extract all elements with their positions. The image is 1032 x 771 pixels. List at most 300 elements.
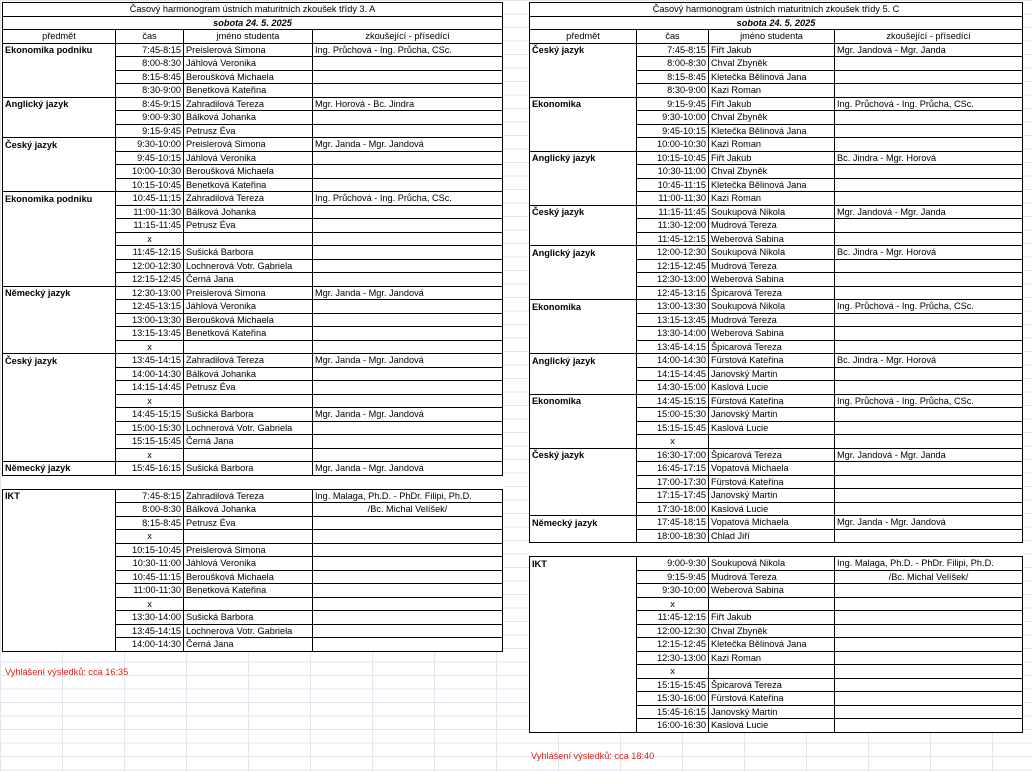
time-cell: 11:45-12:15: [116, 246, 184, 260]
table-row: [3, 138, 503, 152]
table-row: [3, 300, 503, 314]
examiners-cell: [835, 611, 1023, 625]
examiners-cell: [313, 381, 503, 395]
time-cell: 16:30-17:00: [637, 448, 709, 462]
date-row: [530, 16, 1023, 30]
subject-cell: Ekonomika: [530, 394, 637, 408]
header-subject: předmět: [530, 30, 637, 44]
table-row: [530, 516, 1023, 530]
examiners-cell: Ing. Průchová - Ing. Průcha, CSc.: [313, 192, 503, 206]
student-cell: Chval Zbyněk: [709, 111, 835, 125]
student-cell: Sušická Barbora: [184, 611, 313, 625]
subject-cell: [3, 205, 116, 219]
table-row: [3, 638, 503, 652]
student-cell: Kaslová Lucie: [709, 719, 835, 733]
examiners-cell: Mgr. Jandová - Mgr. Janda: [835, 43, 1023, 57]
subject-cell: Ekonomika: [530, 300, 637, 314]
examiners-cell: [835, 475, 1023, 489]
time-cell: 8:00-8:30: [116, 503, 184, 517]
student-cell: Špicarová Tereza: [709, 286, 835, 300]
time-cell: 10:30-11:00: [116, 557, 184, 571]
time-cell: x: [637, 665, 709, 679]
subject-cell: [530, 462, 637, 476]
time-cell: 12:15-12:45: [637, 259, 709, 273]
time-cell: 8:15-8:45: [637, 70, 709, 84]
header-row: [3, 30, 503, 44]
student-cell: Beroušková Michaela: [184, 165, 313, 179]
table-row: [530, 70, 1023, 84]
examiners-cell: Ing. Průchová - Ing. Průcha, CSc.: [835, 300, 1023, 314]
subject-cell: [530, 57, 637, 71]
table-row: [530, 327, 1023, 341]
subject-cell: Anglický jazyk: [530, 151, 637, 165]
subject-cell: [530, 611, 637, 625]
subject-cell: Anglický jazyk: [530, 246, 637, 260]
examiners-cell: [835, 692, 1023, 706]
table-row: [3, 516, 503, 530]
time-cell: 9:00-9:30: [637, 557, 709, 571]
time-cell: 11:30-12:00: [637, 219, 709, 233]
subject-cell: [3, 151, 116, 165]
subject-cell: [530, 259, 637, 273]
subject-cell: [3, 557, 116, 571]
student-cell: Fiřt Jakub: [709, 151, 835, 165]
spacer-cell: [3, 475, 503, 489]
table-row: [3, 584, 503, 598]
time-cell: 12:45-13:15: [116, 300, 184, 314]
subject-cell: [530, 651, 637, 665]
table-row: [530, 421, 1023, 435]
examiners-cell: [313, 70, 503, 84]
table-row: [3, 246, 503, 260]
student-cell: Sušická Barbora: [184, 462, 313, 476]
student-cell: Mudrová Tereza: [709, 259, 835, 273]
table-row: [3, 503, 503, 517]
examiners-cell: [313, 84, 503, 98]
table-row: [3, 205, 503, 219]
student-cell: Janovský Martin: [709, 705, 835, 719]
time-cell: 10:45-11:15: [116, 192, 184, 206]
examiners-cell: [835, 435, 1023, 449]
student-cell: Beroušková Michaela: [184, 70, 313, 84]
examiners-cell: [313, 246, 503, 260]
table-row: [530, 340, 1023, 354]
student-cell: Preislerová Simona: [184, 286, 313, 300]
table-row: [3, 624, 503, 638]
subject-cell: [3, 543, 116, 557]
time-cell: 15:15-15:45: [637, 678, 709, 692]
examiners-cell: [835, 178, 1023, 192]
examiners-cell: [835, 70, 1023, 84]
header-row: [530, 30, 1023, 44]
time-cell: 8:30-9:00: [637, 84, 709, 98]
examiners-cell: Mgr. Janda - Mgr. Jandová: [313, 462, 503, 476]
time-cell: 17:45-18:15: [637, 516, 709, 530]
student-cell: Kletečka Bělinová Jana: [709, 124, 835, 138]
student-cell: Petrusz Éva: [184, 219, 313, 233]
examiners-cell: /Bc. Michal Velíšek/: [835, 570, 1023, 584]
examiners-cell: [835, 219, 1023, 233]
table-row: [3, 381, 503, 395]
student-cell: Kletečka Bělinová Jana: [709, 638, 835, 652]
examiners-cell: [313, 313, 503, 327]
table-row: [530, 205, 1023, 219]
examiners-cell: [835, 286, 1023, 300]
time-cell: 9:45-10:15: [637, 124, 709, 138]
examiners-cell: [835, 192, 1023, 206]
time-cell: 11:45-12:15: [637, 232, 709, 246]
schedule-body: [3, 3, 503, 652]
student-cell: Lochnerová Votr. Gabriela: [184, 259, 313, 273]
examiners-cell: Ing. Malaga, Ph.D. - PhDr. Filipi, Ph.D.: [835, 557, 1023, 571]
student-cell: Fürstová Kateřina: [709, 354, 835, 368]
student-cell: Černá Jana: [184, 435, 313, 449]
subject-cell: [3, 259, 116, 273]
subject-cell: Německý jazyk: [3, 462, 116, 476]
table-row: [3, 408, 503, 422]
table-row: [530, 313, 1023, 327]
time-cell: 15:00-15:30: [116, 421, 184, 435]
subject-cell: Český jazyk: [3, 138, 116, 152]
student-cell: Kazi Roman: [709, 651, 835, 665]
student-cell: Soukupová Nikola: [709, 246, 835, 260]
table-row: [530, 165, 1023, 179]
examiners-cell: [835, 340, 1023, 354]
examiners-cell: [835, 327, 1023, 341]
subject-cell: Ekonomika: [530, 97, 637, 111]
examiners-cell: [313, 624, 503, 638]
time-cell: 8:15-8:45: [116, 70, 184, 84]
examiners-cell: [313, 611, 503, 625]
student-cell: Zahradilová Tereza: [184, 192, 313, 206]
time-cell: x: [116, 597, 184, 611]
student-cell: Chval Zbyněk: [709, 624, 835, 638]
subject-cell: [530, 286, 637, 300]
time-cell: 11:00-11:30: [116, 584, 184, 598]
table-row: [3, 286, 503, 300]
subject-cell: [530, 313, 637, 327]
subject-cell: [3, 624, 116, 638]
student-cell: Chval Zbyněk: [709, 165, 835, 179]
time-cell: 8:00-8:30: [637, 57, 709, 71]
time-cell: 9:00-9:30: [116, 111, 184, 125]
student-cell: Janovský Martin: [709, 489, 835, 503]
subject-cell: [3, 57, 116, 71]
student-cell: Zahradilová Tereza: [184, 354, 313, 368]
examiners-cell: /Bc. Michal Velíšek/: [313, 503, 503, 517]
time-cell: x: [637, 597, 709, 611]
time-cell: 12:15-12:45: [637, 638, 709, 652]
student-cell: Benetková Kateřina: [184, 84, 313, 98]
examiners-cell: [313, 557, 503, 571]
time-cell: x: [116, 530, 184, 544]
table-row: [530, 557, 1023, 571]
table-row: [530, 57, 1023, 71]
student-cell: Jáhlová Veronika: [184, 557, 313, 571]
examiners-cell: Mgr. Janda - Mgr. Jandová: [313, 138, 503, 152]
examiners-cell: [313, 300, 503, 314]
examiners-cell: [313, 178, 503, 192]
table-row: [3, 43, 503, 57]
time-cell: 12:30-13:00: [116, 286, 184, 300]
student-cell: Benetková Kateřina: [184, 178, 313, 192]
table-row: [530, 232, 1023, 246]
header-examiners: zkoušející - přísedící: [835, 30, 1023, 44]
table-row: [530, 408, 1023, 422]
time-cell: 12:00-12:30: [637, 246, 709, 260]
student-cell: Bálková Johanka: [184, 367, 313, 381]
time-cell: 13:45-14:15: [116, 624, 184, 638]
time-cell: 14:30-15:00: [637, 381, 709, 395]
time-cell: 8:30-9:00: [116, 84, 184, 98]
examiners-cell: [835, 678, 1023, 692]
table-row: [3, 124, 503, 138]
table-row: [3, 273, 503, 287]
time-cell: 13:15-13:45: [116, 327, 184, 341]
subject-cell: [530, 232, 637, 246]
student-cell: Jáhlová Veronika: [184, 57, 313, 71]
subject-cell: [3, 421, 116, 435]
table-row: [530, 489, 1023, 503]
examiners-cell: [313, 327, 503, 341]
header-student: jméno studenta: [709, 30, 835, 44]
examiners-cell: [835, 124, 1023, 138]
time-cell: 7:45-8:15: [116, 43, 184, 57]
spacer-row: [3, 475, 503, 489]
student-cell: [709, 597, 835, 611]
time-cell: 13:45-14:15: [116, 354, 184, 368]
examiners-cell: [313, 530, 503, 544]
examiners-cell: [835, 259, 1023, 273]
student-cell: Kaslová Lucie: [709, 502, 835, 516]
time-cell: 15:00-15:30: [637, 408, 709, 422]
subject-cell: [530, 138, 637, 152]
student-cell: [709, 665, 835, 679]
student-cell: Bálková Johanka: [184, 205, 313, 219]
header-subject: předmět: [3, 30, 116, 44]
examiners-cell: [835, 502, 1023, 516]
student-cell: Černá Jana: [184, 273, 313, 287]
table-row: [3, 57, 503, 71]
student-cell: Benetková Kateřina: [184, 584, 313, 598]
student-cell: Soukupová Nikola: [709, 557, 835, 571]
table-row: [530, 84, 1023, 98]
student-cell: Fiřt Jakub: [709, 43, 835, 57]
date-row: [3, 16, 503, 30]
time-cell: 10:15-10:45: [116, 543, 184, 557]
student-cell: Preislerová Simona: [184, 543, 313, 557]
table-row: [3, 111, 503, 125]
examiners-cell: [313, 111, 503, 125]
student-cell: Weberová Sabina: [709, 273, 835, 287]
student-cell: Špicarová Tereza: [709, 340, 835, 354]
time-cell: 10:30-11:00: [637, 165, 709, 179]
examiners-cell: Bc. Jindra - Mgr. Horová: [835, 354, 1023, 368]
subject-cell: [3, 367, 116, 381]
schedule-title: Časový harmonogram ústních maturitních zkoušek třídy 5. C: [530, 3, 1023, 17]
time-cell: 13:15-13:45: [637, 313, 709, 327]
examiners-cell: [313, 205, 503, 219]
time-cell: 11:00-11:30: [637, 192, 709, 206]
time-cell: 13:45-14:15: [637, 340, 709, 354]
subject-cell: [3, 611, 116, 625]
subject-cell: [530, 692, 637, 706]
examiners-cell: [835, 638, 1023, 652]
time-cell: 9:15-9:45: [116, 124, 184, 138]
student-cell: Petrusz Éva: [184, 124, 313, 138]
table-row: [3, 354, 503, 368]
time-cell: 8:45-9:15: [116, 97, 184, 111]
table-row: [3, 219, 503, 233]
subject-cell: [530, 178, 637, 192]
time-cell: 9:45-10:15: [116, 151, 184, 165]
subject-cell: Ekonomika podniku: [3, 43, 116, 57]
subject-cell: [3, 300, 116, 314]
subject-cell: Český jazyk: [3, 354, 116, 368]
student-cell: Mudrová Tereza: [709, 219, 835, 233]
table-row: [3, 327, 503, 341]
student-cell: Jáhlová Veronika: [184, 300, 313, 314]
subject-cell: [3, 246, 116, 260]
subject-cell: [530, 584, 637, 598]
time-cell: 14:00-14:30: [637, 354, 709, 368]
spacer-cell: [530, 543, 1023, 557]
student-cell: Sušická Barbora: [184, 408, 313, 422]
time-cell: 14:00-14:30: [116, 367, 184, 381]
subject-cell: [3, 70, 116, 84]
examiners-cell: Bc. Jindra - Mgr. Horová: [835, 151, 1023, 165]
time-cell: 10:45-11:15: [637, 178, 709, 192]
examiners-cell: [313, 340, 503, 354]
time-cell: 11:45-12:15: [637, 611, 709, 625]
schedule-table-3a: [2, 2, 503, 652]
table-row: [3, 543, 503, 557]
time-cell: 14:15-14:45: [116, 381, 184, 395]
subject-cell: [3, 597, 116, 611]
subject-cell: [530, 273, 637, 287]
time-cell: 12:00-12:30: [116, 259, 184, 273]
table-row: [530, 43, 1023, 57]
student-cell: Janovský Martin: [709, 367, 835, 381]
student-cell: Lochnerová Votr. Gabriela: [184, 624, 313, 638]
examiners-cell: Mgr. Janda - Mgr. Jandová: [313, 354, 503, 368]
subject-cell: [3, 503, 116, 517]
table-row: [530, 151, 1023, 165]
time-cell: x: [116, 232, 184, 246]
subject-cell: [530, 638, 637, 652]
examiners-cell: [313, 367, 503, 381]
student-cell: Kazi Roman: [709, 138, 835, 152]
student-cell: Weberová Sabina: [709, 232, 835, 246]
student-cell: Petrusz Éva: [184, 516, 313, 530]
student-cell: Weberová Sabina: [709, 327, 835, 341]
subject-cell: Český jazyk: [530, 205, 637, 219]
table-row: [530, 367, 1023, 381]
student-cell: Fiřt Jakub: [709, 97, 835, 111]
subject-cell: IKT: [530, 557, 637, 571]
time-cell: 13:00-13:30: [116, 313, 184, 327]
subject-cell: [530, 192, 637, 206]
examiners-cell: [835, 462, 1023, 476]
time-cell: 10:15-10:45: [116, 178, 184, 192]
subject-cell: Anglický jazyk: [530, 354, 637, 368]
table-row: [530, 111, 1023, 125]
subject-cell: [530, 84, 637, 98]
student-cell: Chlad Jiří: [709, 529, 835, 543]
table-row: [530, 529, 1023, 543]
student-cell: Špicarová Tereza: [709, 678, 835, 692]
time-cell: x: [116, 448, 184, 462]
time-cell: 15:30-16:00: [637, 692, 709, 706]
table-row: [3, 84, 503, 98]
table-row: [530, 570, 1023, 584]
student-cell: Chval Zbyněk: [709, 57, 835, 71]
subject-cell: [3, 165, 116, 179]
table-row: [3, 570, 503, 584]
table-row: [530, 651, 1023, 665]
student-cell: [184, 597, 313, 611]
subject-cell: [3, 124, 116, 138]
table-row: [530, 475, 1023, 489]
table-row: [3, 165, 503, 179]
time-cell: 9:30-10:00: [637, 111, 709, 125]
examiners-cell: [313, 219, 503, 233]
time-cell: 15:45-16:15: [637, 705, 709, 719]
header-examiners: zkoušející - přísedící: [313, 30, 503, 44]
table-row: [3, 340, 503, 354]
student-cell: Fürstová Kateřina: [709, 692, 835, 706]
table-row: [3, 557, 503, 571]
examiners-cell: [313, 394, 503, 408]
time-cell: x: [637, 435, 709, 449]
time-cell: 13:00-13:30: [637, 300, 709, 314]
table-row: [3, 611, 503, 625]
examiners-cell: Mgr. Janda - Mgr. Jandová: [313, 286, 503, 300]
time-cell: 9:15-9:45: [637, 97, 709, 111]
table-row: [530, 394, 1023, 408]
student-cell: Špicarová Tereza: [709, 448, 835, 462]
table-row: [530, 178, 1023, 192]
student-cell: Bálková Johanka: [184, 503, 313, 517]
examiners-cell: [835, 84, 1023, 98]
subject-cell: [3, 84, 116, 98]
subject-cell: [3, 232, 116, 246]
subject-cell: [530, 70, 637, 84]
header-time: čas: [637, 30, 709, 44]
student-cell: Petrusz Éva: [184, 381, 313, 395]
examiners-cell: [835, 381, 1023, 395]
results-announcement-5c: Vyhlášení výsledků: cca 18:40: [531, 751, 655, 761]
subject-cell: [3, 638, 116, 652]
student-cell: [184, 394, 313, 408]
examiners-cell: Mgr. Jandová - Mgr. Janda: [835, 205, 1023, 219]
subject-cell: Německý jazyk: [3, 286, 116, 300]
examiners-cell: Ing. Průchová - Ing. Průcha, CSc.: [835, 97, 1023, 111]
subject-cell: Český jazyk: [530, 43, 637, 57]
examiners-cell: [835, 651, 1023, 665]
examiners-cell: [313, 124, 503, 138]
schedule-body: [530, 3, 1023, 733]
examiners-cell: [835, 408, 1023, 422]
student-cell: Fürstová Kateřina: [709, 394, 835, 408]
student-cell: Fiřt Jakub: [709, 611, 835, 625]
student-cell: Bálková Johanka: [184, 111, 313, 125]
examiners-cell: [835, 705, 1023, 719]
title-row: [3, 3, 503, 17]
subject-cell: [530, 124, 637, 138]
table-row: [530, 502, 1023, 516]
time-cell: 14:45-15:15: [116, 408, 184, 422]
